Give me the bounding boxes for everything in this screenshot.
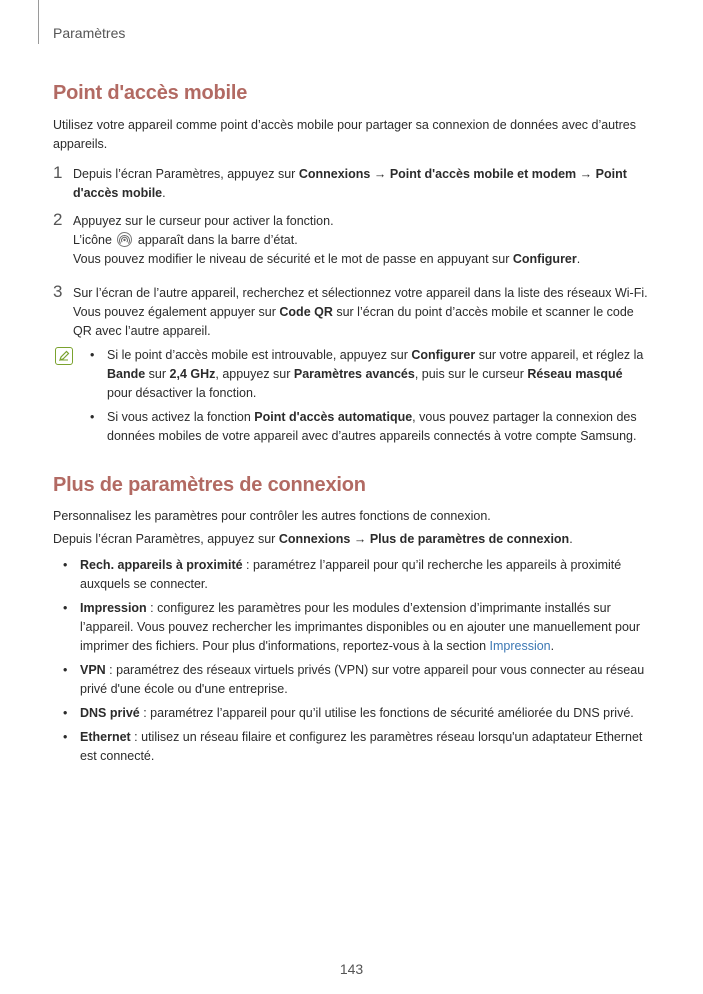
step-3: 3 Sur l’écran de l’autre appareil, recherchez et sélectionnez votre appareil dans la liste des réseaux Wi-Fi. Vous pouvez également appuyer sur Code QR sur l’écran du point d’accès mobile et scanner le code QR avec l’autre appareil. (53, 282, 648, 338)
header-rule (38, 0, 39, 44)
hotspot-icon (117, 232, 132, 247)
printing-link[interactable]: Impression (489, 639, 551, 653)
note-list (90, 346, 650, 451)
step-number: 1 (53, 163, 63, 182)
section1-intro: Utilisez votre appareil comme point d’accès mobile pour partager sa connexion de données avec d’autres appareils. (53, 118, 636, 151)
list-item-ethernet: • Ethernet : utilisez un réseau filaire et configurez les paramètres réseau lorsqu'un adaptateur Ethernet est connecté. (63, 730, 643, 763)
list-item-nearby-scanning: • Rech. appareils à proximité : paramétrez l’appareil pour qu’il recherche les appareils à proximité auxquels se connecter. (63, 558, 622, 591)
list-item: • Si le point d’accès mobile est introuvable, appuyez sur Configurer sur votre appareil, et réglez la Bande sur 2,4 GHz, appuyez sur Paramètres avancés, puis sur le curseur Réseau masqué pour désactiver la fonction. (90, 348, 644, 400)
page-header: Paramètres (53, 25, 126, 41)
list-item: • Si vous activez la fonction Point d'accès automatique, vous pouvez partager la connexion des données mobiles de votre appareil avec d’autres appareils connectés à votre compte Samsung. (90, 410, 637, 443)
section-title-more-connection-settings: Plus de paramètres de connexion (53, 474, 366, 496)
page-number: 143 (339, 961, 364, 977)
list-item-vpn: • VPN : paramétrez des réseaux virtuels privés (VPN) sur votre appareil pour vous connecter au réseau privé d'une école ou d'une entreprise. (63, 663, 645, 696)
list-item-private-dns: • DNS privé : paramétrez l’appareil pour qu’il utilise les fonctions de sécurité améliorée du DNS privé. (63, 706, 634, 720)
step-number: 3 (53, 282, 63, 301)
note-pencil-icon (55, 347, 73, 365)
section-title-mobile-hotspot: Point d'accès mobile (53, 82, 248, 104)
step-1: 1 Depuis l’écran Paramètres, appuyez sur Connexions → Point d'accès mobile et modem → Point d'accès mobile. (53, 163, 627, 200)
list-item-printing: • Impression : configurez les paramètres pour les modules d’extension d’imprimante installés sur l’appareil. Vous pouvez rechercher les imprimantes disponibles ou en ajouter une manuellement pour imprimer des fichiers. Pour plus d'informations, reportez-vous à la section Impression. (63, 601, 641, 653)
section2-path: Depuis l’écran Paramètres, appuyez sur Connexions → Plus de paramètres de connexion. (53, 532, 573, 546)
connection-settings-list (63, 556, 653, 771)
section2-intro: Personnalisez les paramètres pour contrôler les autres fonctions de connexion. (53, 509, 491, 523)
step-2: 2 Appuyez sur le curseur pour activer la fonction. L’icône apparaît dans la barre d’état. Vous pouvez modifier le niveau de sécurité et le mot de passe en appuyant sur Configurer. (53, 210, 581, 266)
step-number: 2 (53, 210, 63, 229)
